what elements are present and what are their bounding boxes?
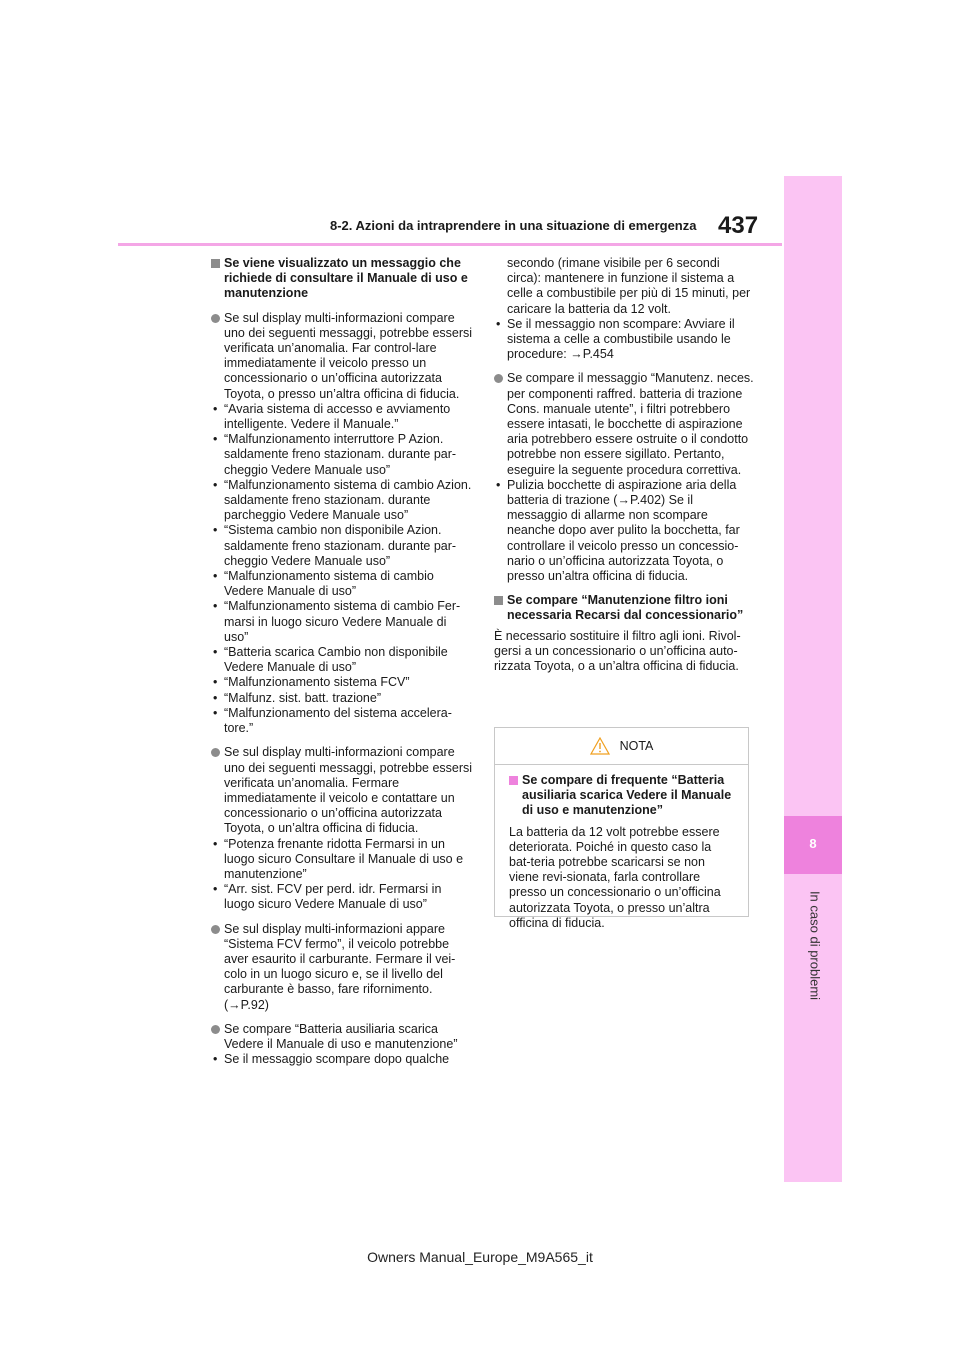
- left-column: [211, 256, 473, 1076]
- warning-triangle-icon: [590, 737, 610, 755]
- chapter-title: In caso di problemi: [807, 890, 823, 1001]
- list-item: • “Arr. sist. FCV per perd. idr. Fermarsi in luogo sicuro Vedere Manuale di uso”: [213, 882, 442, 912]
- list-item: • “Avaria sistema di accesso e avviamento intelligente. Vedere il Manuale.”: [213, 401, 451, 432]
- circle-bullet-icon: [494, 372, 503, 387]
- message-group-5: [494, 371, 756, 584]
- message-group-1: [211, 311, 473, 737]
- circle-bullet-icon: [211, 312, 220, 327]
- circle-bullet-icon: [211, 923, 220, 938]
- note-title: NOTA: [619, 739, 654, 753]
- list-item: • Se il messaggio non scompare: Avviare il sistema a celle a combustibile usando le procedure: →P.454: [496, 316, 735, 362]
- continued-text: secondo (rimane visibile per 6 secondi circa): mantenere in funzione il sistema a celle a combustibile per più di 15 minuti, per caricare la batteria da 12 volt.: [507, 256, 751, 316]
- circle-bullet-icon: [211, 746, 220, 761]
- section-heading: Se viene visualizzato un messaggio che richiede di consultare il Manuale di uso e manutenzione: [211, 256, 473, 302]
- chapter-number: 8: [809, 836, 817, 851]
- chapter-side-tab: [784, 176, 842, 1182]
- paragraph: Se compare “Batteria ausiliaria scarica Vedere il Manuale di uso e manutenzione”: [211, 1022, 473, 1052]
- list-item: • “Malfunz. sist. batt. trazione”: [213, 690, 382, 705]
- footer-doc-id: Owners Manual_Europe_M9A565_it: [367, 1249, 593, 1265]
- paragraph: Se compare il messaggio “Manutenz. neces. per componenti raffred. batteria di trazione Cons. manuale utente”, i filtri potrebbero essere intasati, le bocchette di aspirazione aria potrebbero essere ostruite o il condotto potrebbe non essere sigillato. Pertanto, eseguire la seguente procedura correttiva.: [494, 371, 756, 477]
- square-bullet-icon: [494, 594, 503, 609]
- section-heading: Se compare “Manutenzione filtro ioni necessaria Recarsi dal concessionario”: [494, 593, 756, 623]
- list-item: • “Malfunzionamento sistema FCV”: [213, 675, 410, 690]
- list-item: • “Potenza frenante ridotta Fermarsi in un luogo sicuro Consultare il Manuale di uso e manutenzione”: [213, 836, 464, 881]
- list-item: • “Malfunzionamento interruttore P Azion. saldamente freno stazionam. durante par-cheggio Vedere Manuale uso”: [213, 432, 457, 477]
- message-group-4: [211, 1022, 473, 1068]
- list-item: • “Malfunzionamento sistema di cambio Azion. saldamente freno stazionam. durante parcheggio Vedere Manuale uso”: [213, 477, 472, 523]
- continued-group: [494, 256, 756, 362]
- list-item: • Se il messaggio scompare dopo qualche: [213, 1052, 450, 1067]
- running-head: 8-2. Azioni da intraprendere in una situazione di emergenza: [330, 218, 697, 233]
- square-bullet-icon: [211, 257, 220, 272]
- message-group-2: [211, 745, 473, 912]
- list-item: • “Sistema cambio non disponibile Azion. saldamente freno stazionam. durante par-cheggio Vedere Manuale uso”: [213, 523, 457, 568]
- note-body: [495, 765, 748, 931]
- header-rule: [118, 243, 782, 246]
- note-text: La batteria da 12 volt potrebbe essere deteriorata. Poiché in questo caso la bat-teria potrebbe scaricarsi se non viene revi-sionata, farla controllare presso un concessionario o un’officina autorizzata Toyota, o presso un’altra officina di fiducia.: [509, 824, 721, 930]
- list-item: • “Batteria scarica Cambio non disponibile Vedere Manuale di uso”: [213, 645, 448, 675]
- square-bullet-icon: [509, 774, 518, 789]
- paragraph: Se sul display multi-informazioni appare “Sistema FCV fermo”, il veicolo potrebbe aver esaurito il carburante. Fermare il vei-colo in un luogo sicuro e, se il livello del carburante è basso, fare rifornimento. (→P.92): [211, 922, 473, 1013]
- paragraph: È necessario sostituire il filtro agli ioni. Rivol-gersi a un concessionario o un’officina auto-rizzata Toyota, o a un’altra officina di fiducia.: [494, 628, 741, 674]
- paragraph: Se sul display multi-informazioni compare uno dei seguenti messaggi, potrebbe essersi verificata un’anomalia. Fermare immediatamente il veicolo e contattare un concessionario o un’officina autorizzata Toyota, o un’altra officina di fiducia.: [211, 745, 473, 836]
- note-header: [495, 728, 748, 765]
- note-box: [494, 727, 749, 930]
- circle-bullet-icon: [211, 1023, 220, 1038]
- page-number: 437: [718, 212, 759, 239]
- note-heading: Se compare di frequente “Batteria ausiliaria scarica Vedere il Manuale di uso e manutenzione”: [509, 773, 734, 819]
- list-item: • “Malfunzionamento del sistema accelera-tore.”: [213, 705, 452, 736]
- right-column: [494, 256, 756, 683]
- list-item: • “Malfunzionamento sistema di cambio Fer-marsi in luogo sicuro Vedere Manuale di uso”: [213, 599, 461, 644]
- list-item: • Pulizia bocchette di aspirazione aria della batteria di trazione (→P.402) Se il messaggio di allarme non scompare neanche dopo aver pulito la bocchetta, far controllare il veicolo presso un concessio-nario o un’officina autorizzata Toyota, o presso un’altra officina di fiducia.: [496, 477, 740, 584]
- paragraph: Se sul display multi-informazioni compare uno dei seguenti messaggi, potrebbe essersi verificata un’anomalia. Far control-lare immediatamente il veicolo presso un concessionario o un’officina autorizzata Toyota, o presso un’altra officina di fiducia.: [211, 311, 473, 402]
- list-item: • “Malfunzionamento sistema di cambio Vedere Manuale di uso”: [213, 569, 434, 599]
